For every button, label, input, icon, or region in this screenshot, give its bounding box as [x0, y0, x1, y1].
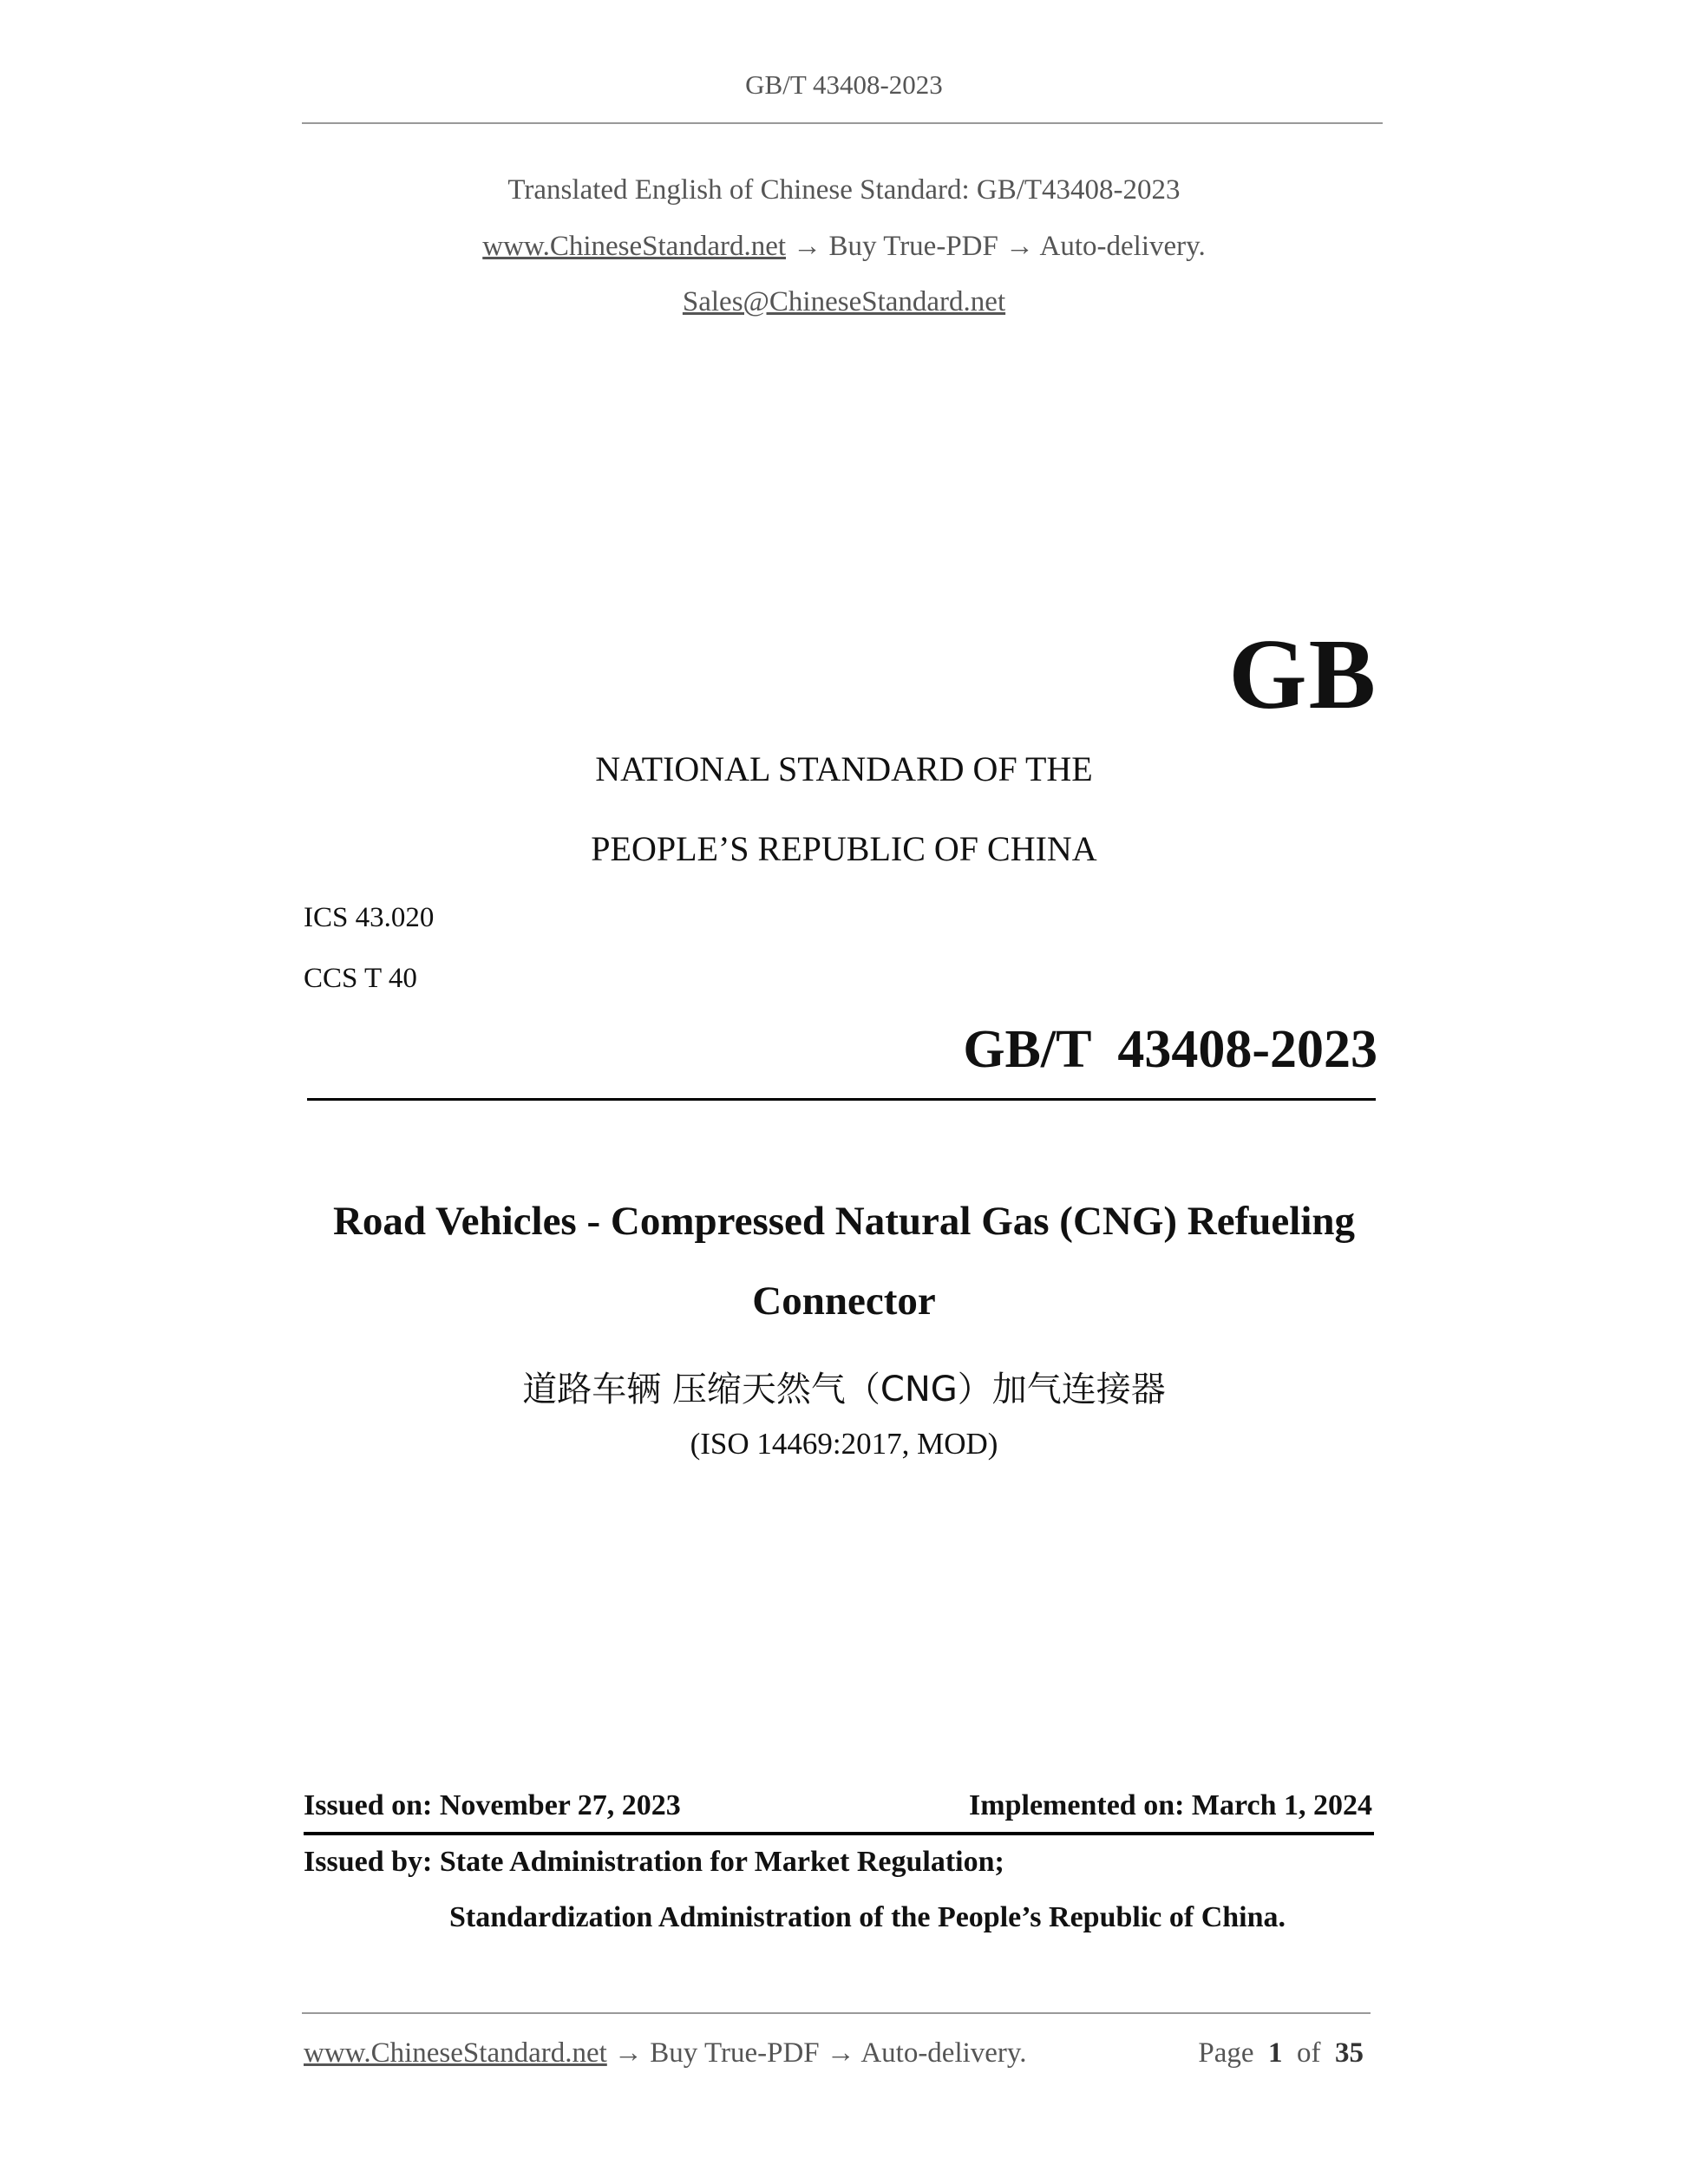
ccs-code: CCS T 40 — [304, 963, 417, 994]
page-current: 1 — [1268, 2037, 1283, 2069]
arrow-icon: → — [1005, 231, 1035, 262]
standard-number-rule — [307, 1098, 1376, 1101]
footer-buy-text: Buy True-PDF — [650, 2037, 820, 2069]
site-link[interactable]: www.ChineseStandard.net — [482, 231, 787, 262]
issued-by-continued: Standardization Administration of the People’s Republic of China. — [449, 1901, 1286, 1933]
national-standard-line2: PEOPLE’S REPUBLIC OF CHINA — [591, 829, 1097, 868]
page-total: 35 — [1335, 2037, 1364, 2069]
sales-email-link[interactable]: Sales@ChineseStandard.net — [682, 286, 1006, 317]
footer-rule — [302, 2012, 1371, 2014]
iso-reference: (ISO 14469:2017, MOD) — [690, 1427, 998, 1461]
purchase-line — [0, 231, 1688, 263]
title-line2: Connector — [752, 1278, 936, 1324]
buy-text: Buy True-PDF — [828, 231, 998, 262]
ics-code: ICS 43.020 — [304, 902, 435, 933]
gb-mark: GB — [1228, 619, 1377, 730]
page-indicator — [1198, 2037, 1364, 2070]
sales-line — [0, 286, 1688, 318]
arrow-icon: → — [826, 2037, 855, 2069]
arrow-icon: → — [614, 2037, 644, 2069]
issued-by: Issued by: State Administration for Market Regulation; — [304, 1846, 1004, 1878]
page-of: of — [1297, 2037, 1321, 2069]
translated-notice: Translated English of Chinese Standard: GB/T43408-2023 — [507, 174, 1181, 206]
issue-rule — [304, 1832, 1374, 1835]
title-chinese: 道路车辆 压缩天然气（CNG）加气连接器 — [522, 1370, 1166, 1409]
arrow-icon: → — [793, 231, 822, 262]
running-header: GB/T 43408-2023 — [745, 69, 943, 100]
footer-site-link[interactable]: www.ChineseStandard.net — [304, 2037, 607, 2069]
header-rule — [302, 122, 1383, 124]
auto-delivery-text: Auto-delivery. — [1039, 231, 1206, 262]
standard-number: GB/T 43408-2023 — [963, 1020, 1377, 1079]
title-line1: Road Vehicles - Compressed Natural Gas (CNG) Refueling — [332, 1199, 1356, 1244]
footer-purchase-line — [304, 2037, 1027, 2070]
footer-auto-delivery-text: Auto-delivery. — [860, 2037, 1027, 2069]
issued-on: Issued on: November 27, 2023 — [304, 1789, 681, 1821]
implemented-on: Implemented on: March 1, 2024 — [969, 1789, 1372, 1821]
page-label: Page — [1198, 2037, 1254, 2069]
national-standard-line1: NATIONAL STANDARD OF THE — [595, 749, 1093, 788]
